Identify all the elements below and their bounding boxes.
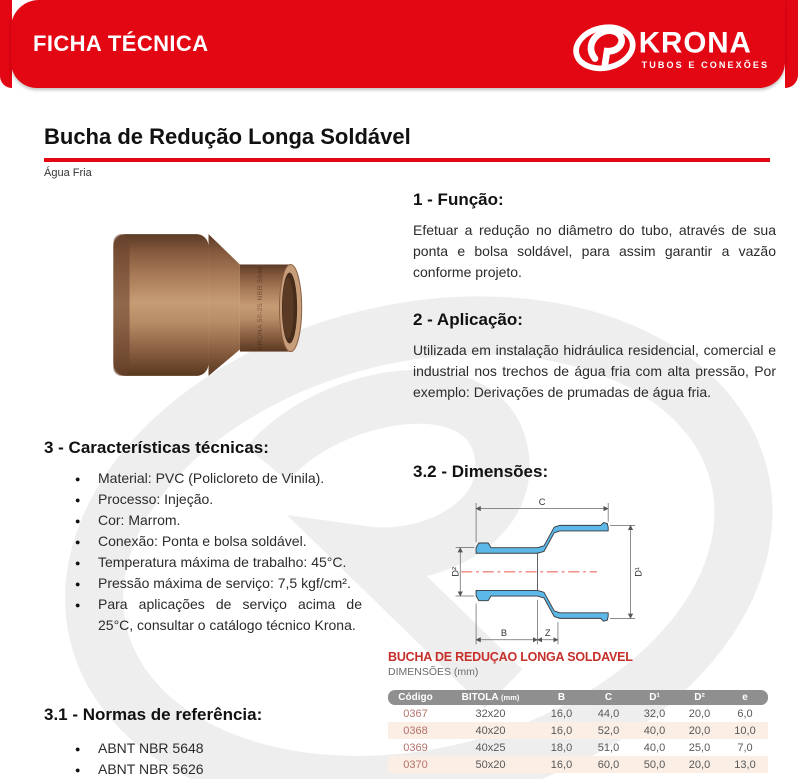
value-cell: 16,0	[550, 707, 573, 720]
aplicacao-text: Utilizada em instalação hidráulica residencial, comercial e industrial nos trechos de água fria com alta pressão, Por exemplo: Derivações de prumadas de água fria.	[413, 342, 776, 400]
value-cell: 25,0	[688, 741, 711, 754]
page-title: Bucha de Redução Longa Soldável	[44, 124, 411, 149]
column-header: D²	[677, 690, 722, 705]
table-body	[388, 705, 768, 773]
value-cell: 50,0	[643, 758, 666, 771]
caracteristicas-list	[70, 468, 362, 636]
value-cell: 50x20	[475, 758, 506, 771]
list-item: ● Material: PVC (Policloreto de Vinila).	[70, 468, 362, 489]
table-row	[388, 722, 768, 739]
code-cell: 0370	[403, 758, 428, 771]
list-item: ● ABNT NBR 5626	[70, 759, 362, 779]
header-bar	[11, 0, 785, 88]
dim-label-c: C	[538, 496, 546, 507]
table-row	[388, 705, 768, 722]
value-cell: 20,0	[688, 707, 711, 720]
logo-tagline: TUBOS E CONEXÕES	[641, 59, 770, 70]
table-row	[388, 756, 768, 773]
value-cell: 40,0	[643, 724, 666, 737]
value-cell: 40x25	[475, 741, 506, 754]
section-heading-dimensoes: 3.2 - Dimensões:	[413, 462, 549, 481]
code-cell: 0369	[403, 741, 428, 754]
column-header: C	[585, 690, 632, 705]
value-cell: 7,0	[737, 741, 753, 754]
title-rule	[44, 158, 770, 162]
value-cell: 20,0	[688, 758, 711, 771]
product-image	[106, 226, 306, 386]
table-caption: BUCHA DE REDUÇAO LONGA SOLDAVEL	[388, 650, 633, 664]
list-item: ● Conexão: Ponta e bolsa soldável.	[70, 531, 362, 552]
column-header: e	[722, 690, 768, 705]
column-header: BITOLA (mm)	[443, 690, 538, 705]
code-cell: 0368	[403, 724, 428, 737]
value-cell: 52,0	[597, 724, 620, 737]
list-item: ● Processo: Injeção.	[70, 489, 362, 510]
list-item: ● Para aplicações de serviço acima de 25°C, consultar o catálogo técnico Krona.	[70, 594, 362, 636]
value-cell: 20,0	[688, 724, 711, 737]
value-cell: 51,0	[597, 741, 620, 754]
dim-label-d2: D²	[450, 566, 461, 577]
value-cell: 32,0	[643, 707, 666, 720]
value-cell: 16,0	[550, 758, 573, 771]
dimensions-table	[388, 690, 768, 773]
column-header: D¹	[632, 690, 677, 705]
value-cell: 40,0	[643, 741, 666, 754]
list-item: ● Temperatura máxima de trabalho: 45°C.	[70, 552, 362, 573]
normas-list	[70, 738, 362, 779]
value-cell: 6,0	[737, 707, 753, 720]
value-cell: 60,0	[597, 758, 620, 771]
column-header: B	[538, 690, 585, 705]
document-type-title: FICHA TÉCNICA	[33, 31, 209, 56]
krona-logo-mark-icon	[572, 22, 636, 73]
value-cell: 40x20	[475, 724, 506, 737]
header-right-accent	[785, 0, 798, 88]
dim-label-b: B	[500, 628, 508, 639]
section-heading-aplicacao: 2 - Aplicação:	[413, 310, 523, 329]
dim-label-z: Z	[544, 628, 551, 639]
product-marking: KRONA 50-25 NBR 5648	[257, 266, 265, 351]
section-heading-funcao: 1 - Função:	[413, 190, 504, 209]
table-subcaption: DIMENSÕES (mm)	[388, 666, 479, 678]
table-header-row	[388, 690, 768, 705]
value-cell: 13,0	[734, 758, 756, 771]
list-item: ● Cor: Marrom.	[70, 510, 362, 531]
dim-label-d1: D¹	[633, 566, 644, 577]
value-cell: 44,0	[597, 707, 620, 720]
page-subtitle: Água Fria	[44, 167, 92, 179]
list-item: ● ABNT NBR 5648	[70, 738, 362, 759]
value-cell: 16,0	[550, 724, 573, 737]
value-cell: 32x20	[475, 707, 506, 720]
value-cell: 18,0	[550, 741, 573, 754]
krona-logo	[572, 13, 777, 75]
logo-wordmark: KRONA	[638, 26, 752, 60]
column-header: Código	[388, 690, 443, 705]
section-heading-normas: 3.1 - Normas de referência:	[44, 705, 263, 724]
dimensions-diagram	[448, 490, 653, 650]
value-cell: 10,0	[734, 724, 756, 737]
funcao-text: Efetuar a redução no diâmetro do tubo, através de sua ponta e bolsa soldável, para assim garantir a vazão conforme projeto.	[413, 222, 776, 280]
list-item: ● Pressão máxima de serviço: 7,5 kgf/cm².	[70, 573, 362, 594]
table-row	[388, 739, 768, 756]
section-heading-caracteristicas: 3 - Características técnicas:	[44, 438, 269, 457]
code-cell: 0367	[403, 707, 428, 720]
